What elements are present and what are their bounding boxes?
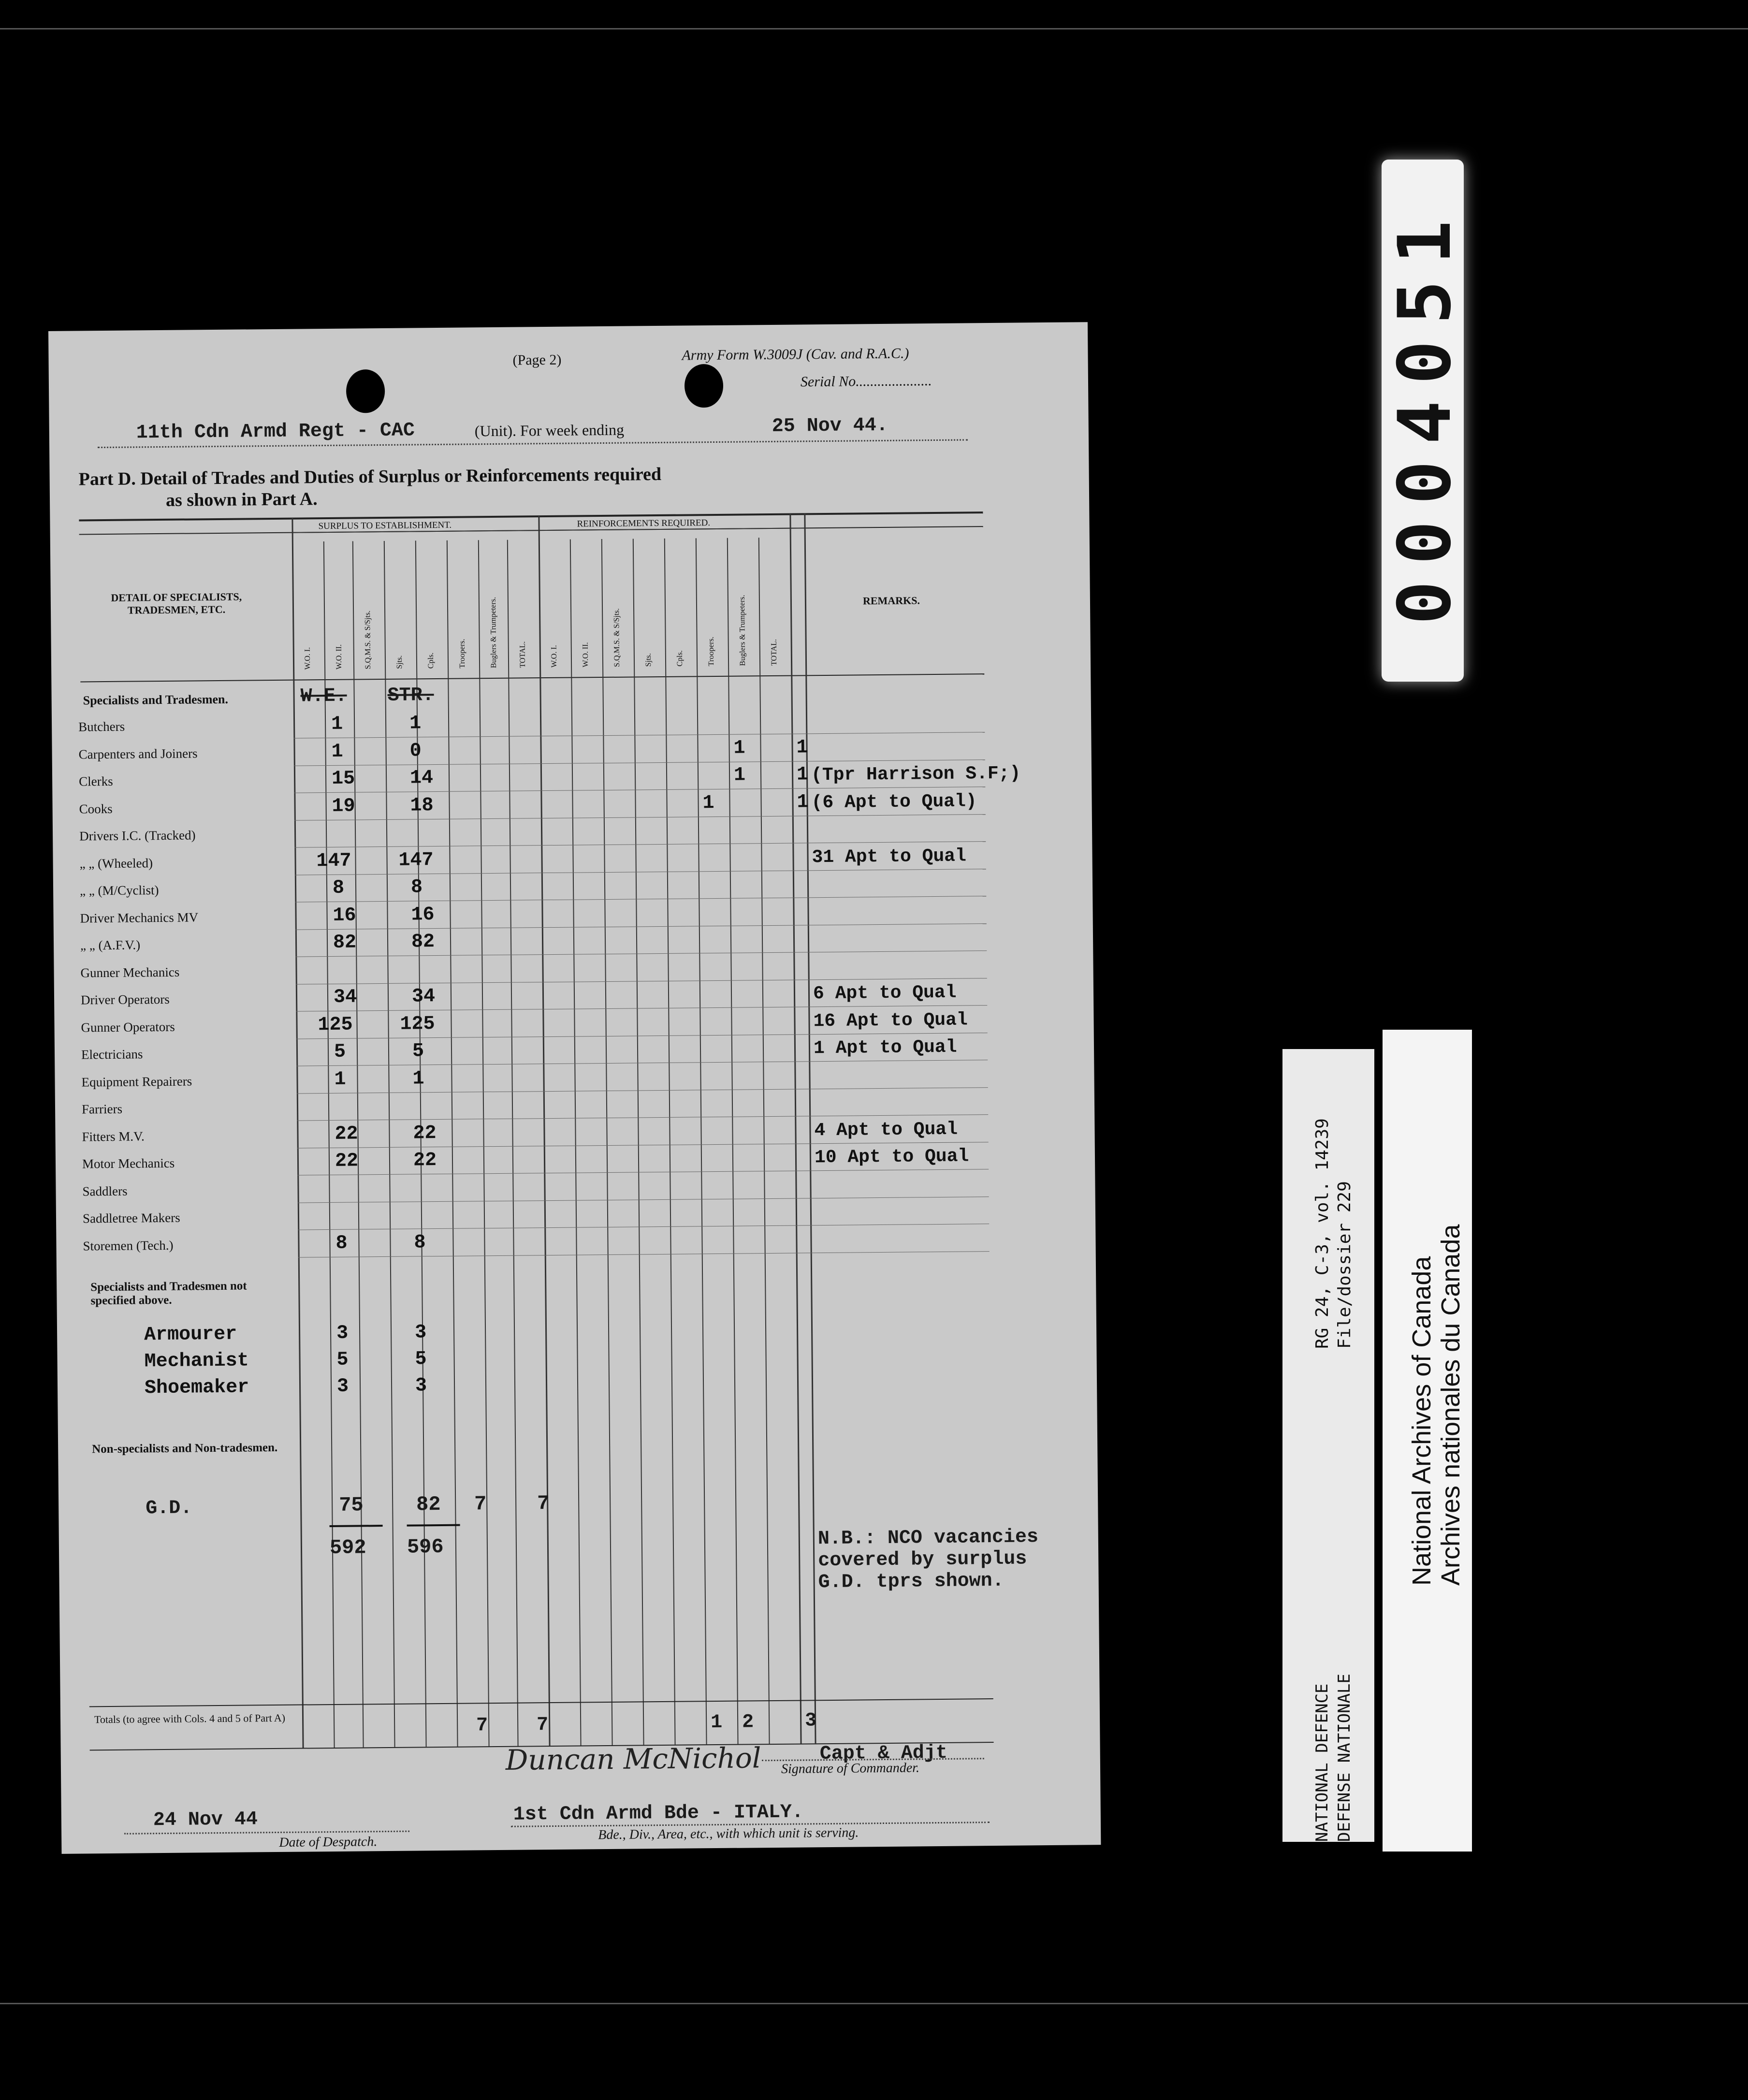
totals-top-rule (89, 1698, 993, 1707)
detail-header: DETAIL OF SPECIALISTS, TRADESMEN, ETC. (111, 590, 242, 616)
surplus-col-header: Sjts. (395, 655, 404, 669)
archive-reference-card (1282, 1049, 1374, 1842)
other-trade-name: Armourer (144, 1323, 237, 1346)
archives-name-en: National Archives of Canada (1407, 1256, 1436, 1586)
other-trade-name: Shoemaker (144, 1376, 249, 1400)
reinf-col-header: Buglers & Trumpeters. (738, 595, 747, 666)
trade-reinf-troopers: 1 (733, 764, 746, 787)
bottom-rule (0, 2003, 1748, 2004)
row-rule (298, 1251, 990, 1257)
trade-str: 8 (414, 1231, 426, 1254)
other-trade-we: 3 (336, 1322, 349, 1344)
sum-rule-str (407, 1524, 460, 1527)
part-d-subtitle: as shown in Part A. (165, 489, 318, 510)
sum-str: 596 (407, 1535, 444, 1559)
surplus-col-header: Troopers. (458, 639, 467, 669)
trade-name: „ „ (A.F.V.) (80, 937, 141, 953)
trade-str: 5 (412, 1040, 424, 1063)
trade-str: 0 (409, 740, 422, 762)
reinf-col-header: W.O. I. (550, 645, 559, 668)
trade-remark: 1 Apt to Qual (813, 1036, 957, 1059)
trade-name: Equipment Repairers (81, 1073, 192, 1089)
trade-remark: 10 Apt to Qual (814, 1146, 969, 1168)
trade-name: Saddletree Makers (82, 1210, 180, 1226)
trade-remark: 4 Apt to Qual (814, 1119, 958, 1141)
trade-name: „ „ (Wheeled) (79, 855, 153, 871)
week-ending: 25 Nov 44. (772, 414, 889, 438)
nb-line-3: G.D. tprs shown. (818, 1570, 1004, 1594)
other-trade-str: 3 (414, 1322, 427, 1344)
gd-troopers: 7 (474, 1492, 487, 1516)
gd-total: 7 (537, 1492, 550, 1516)
reinf-col-header: Cpls. (675, 650, 685, 667)
trade-we: 19 (332, 795, 355, 817)
sum-ne: 592 (329, 1536, 366, 1560)
trade-str: 16 (411, 904, 435, 926)
totals-reinf-cpls: 1 (710, 1711, 723, 1734)
dept-name-fr: DEFENSE NATIONALE (1335, 1674, 1354, 1842)
form-number: Army Form W.3009J (Cav. and R.A.C.) (682, 345, 909, 364)
trade-name: Fitters M.V. (82, 1128, 145, 1144)
trade-remark: (6 Apt to Qual) (811, 790, 977, 813)
other-trade-str: 3 (415, 1375, 427, 1397)
brigade: 1st Cdn Armd Bde - ITALY. (513, 1801, 804, 1826)
trade-str: 8 (410, 876, 423, 899)
nb-line-2: covered by surplus (818, 1548, 1027, 1572)
totals-reinf-troopers: 2 (742, 1711, 754, 1734)
trade-we: 1 (331, 741, 343, 763)
trade-name: Driver Operators (80, 992, 170, 1007)
army-form-page (48, 322, 1101, 1854)
reinf-col-header: TOTAL. (770, 639, 779, 666)
gd-str: 82 (416, 1493, 441, 1517)
trade-str: 147 (398, 849, 434, 872)
trade-str: 34 (411, 986, 436, 1008)
trade-str: 1 (409, 713, 422, 735)
trade-name: Saddlers (82, 1183, 128, 1198)
header-rule (79, 511, 983, 521)
trade-str: 82 (411, 931, 435, 953)
trade-we: 16 (333, 904, 356, 927)
frame-number-card (1382, 160, 1467, 682)
surplus-col-header: W.O. II. (335, 644, 344, 670)
reinforcements-header: REINFORCEMENTS REQUIRED. (577, 518, 711, 529)
header-bottom-rule (80, 673, 984, 682)
trade-str: 1 (412, 1067, 424, 1090)
trade-str: 14 (409, 767, 434, 789)
column-lines (48, 322, 1088, 331)
signature-title: Capt & Adjt (819, 1742, 947, 1765)
trade-we: 147 (316, 850, 351, 872)
totals-surplus-troopers: 7 (476, 1715, 488, 1737)
trade-name: Driver Mechanics MV (80, 909, 199, 925)
trade-we: 1 (334, 1068, 346, 1091)
trade-remark: 6 Apt to Qual (813, 982, 957, 1005)
trade-name: „ „ (M/Cyclist) (79, 883, 159, 898)
trade-str: 125 (400, 1013, 435, 1035)
other-trade-we: 5 (336, 1349, 349, 1371)
signature-caption: Signature of Commander. (781, 1760, 920, 1777)
punch-hole-left (346, 369, 385, 413)
non-specialists-heading: Non-specialists and Non-tradesmen. (92, 1441, 278, 1456)
trade-name: Clerks (79, 773, 113, 789)
dept-name-en: NATIONAL DEFENCE (1312, 1683, 1332, 1842)
trade-we: 8 (332, 877, 345, 899)
other-specialists-heading: Specialists and Tradesmen not specified above. (90, 1279, 247, 1308)
top-rule (0, 28, 1748, 29)
trade-reinf-total: 1 (796, 764, 809, 786)
archive-name-card (1383, 1030, 1472, 1852)
trade-we: 34 (333, 986, 357, 1008)
gd-ne: 75 (339, 1493, 364, 1517)
trade-we: 22 (335, 1123, 358, 1145)
str-label: STR. (387, 685, 434, 707)
reinf-col-header: S.Q.M.S. & S/Sjts. (612, 608, 622, 667)
trade-reinf-cpls: 1 (702, 792, 714, 814)
trade-we: 22 (335, 1150, 359, 1172)
other-trade-we: 3 (336, 1375, 349, 1398)
reinf-col-header: Troopers. (707, 636, 716, 667)
trade-we: 8 (335, 1232, 348, 1254)
reinf-col-header: W.O. II. (581, 642, 590, 668)
serial-no: Serial No..................... (800, 373, 932, 390)
sum-rule-ne (330, 1525, 383, 1527)
trade-remark: 16 Apt to Qual (813, 1009, 968, 1032)
unit-name: 11th Cdn Armd Regt - CAC (136, 420, 415, 444)
punch-hole-right (685, 364, 724, 408)
trade-name: Storemen (Tech.) (83, 1238, 174, 1253)
trade-name: Motor Mechanics (82, 1155, 175, 1171)
nb-line-1: N.B.: NCO vacancies (817, 1526, 1039, 1550)
trade-reinf-total: 1 (796, 736, 808, 759)
trade-name: Drivers I.C. (Tracked) (79, 828, 196, 844)
trade-str: 18 (410, 794, 434, 817)
trade-we: 1 (331, 713, 343, 735)
other-trade-str: 5 (415, 1348, 427, 1371)
trade-reinf-total: 1 (797, 791, 809, 814)
frame-number: 0004051 (1383, 204, 1467, 625)
brigade-caption: Bde., Div., Area, etc., with which unit is serving. (598, 1825, 859, 1843)
page-number: (Page 2) (512, 351, 562, 368)
trade-name: Cooks (79, 801, 113, 816)
surplus-header: SURPLUS TO ESTABLISHMENT. (318, 520, 452, 532)
totals-label: Totals (to agree with Cols. 4 and 5 of Part A) (94, 1711, 286, 1726)
totals-surplus-total: 7 (537, 1714, 549, 1736)
trade-name: Carpenters and Joiners (78, 745, 198, 761)
totals-reinf-total: 3 (804, 1710, 817, 1732)
signature: Duncan McNichol (505, 1741, 761, 1777)
surplus-col-header: W.O. I. (303, 647, 312, 670)
trade-str: 22 (413, 1122, 437, 1144)
surplus-col-header: Cpls. (426, 652, 436, 669)
trade-remark: (Tpr Harrison S.F;) (811, 763, 1021, 786)
trade-remark: 31 Apt to Qual (812, 845, 966, 868)
specialists-heading: Specialists and Tradesmen. (83, 692, 229, 708)
reinf-col-header: Sjts. (644, 653, 653, 667)
we-label: W.E. (300, 685, 347, 708)
archive-ref-1: RG 24, C-3, vol. 14239 (1312, 1118, 1332, 1349)
remarks-header: REMARKS. (862, 594, 920, 607)
part-d-title: Part D. Detail of Trades and Duties of Surplus or Reinforcements required (78, 464, 662, 490)
trade-name: Butchers (78, 719, 125, 734)
surplus-col-header: Buglers & Trumpeters. (489, 597, 498, 669)
trade-we: 125 (318, 1014, 353, 1036)
trade-we: 82 (333, 932, 357, 954)
despatch-date: 24 Nov 44 (153, 1808, 258, 1832)
gd-name: G.D. (146, 1497, 192, 1520)
surplus-col-header: TOTAL. (518, 641, 527, 668)
other-trade-name: Mechanist (144, 1350, 249, 1373)
surplus-col-header: S.Q.M.S. & S/Sjts. (364, 610, 373, 670)
unit-label: (Unit). For week ending (474, 421, 625, 440)
trade-name: Gunner Mechanics (80, 964, 180, 980)
trade-name: Farriers (81, 1101, 123, 1117)
archive-ref-2: File/dossier 229 (1335, 1181, 1355, 1349)
trade-str: 22 (413, 1150, 437, 1172)
trade-name: Gunner Operators (81, 1019, 175, 1035)
trade-we: 15 (331, 768, 355, 790)
despatch-caption: Date of Despatch. (279, 1834, 378, 1850)
trade-reinf-troopers: 1 (733, 737, 745, 759)
trade-name: Electricians (81, 1047, 143, 1062)
archives-name-fr: Archives nationales du Canada (1436, 1224, 1465, 1586)
trade-we: 5 (334, 1041, 346, 1063)
